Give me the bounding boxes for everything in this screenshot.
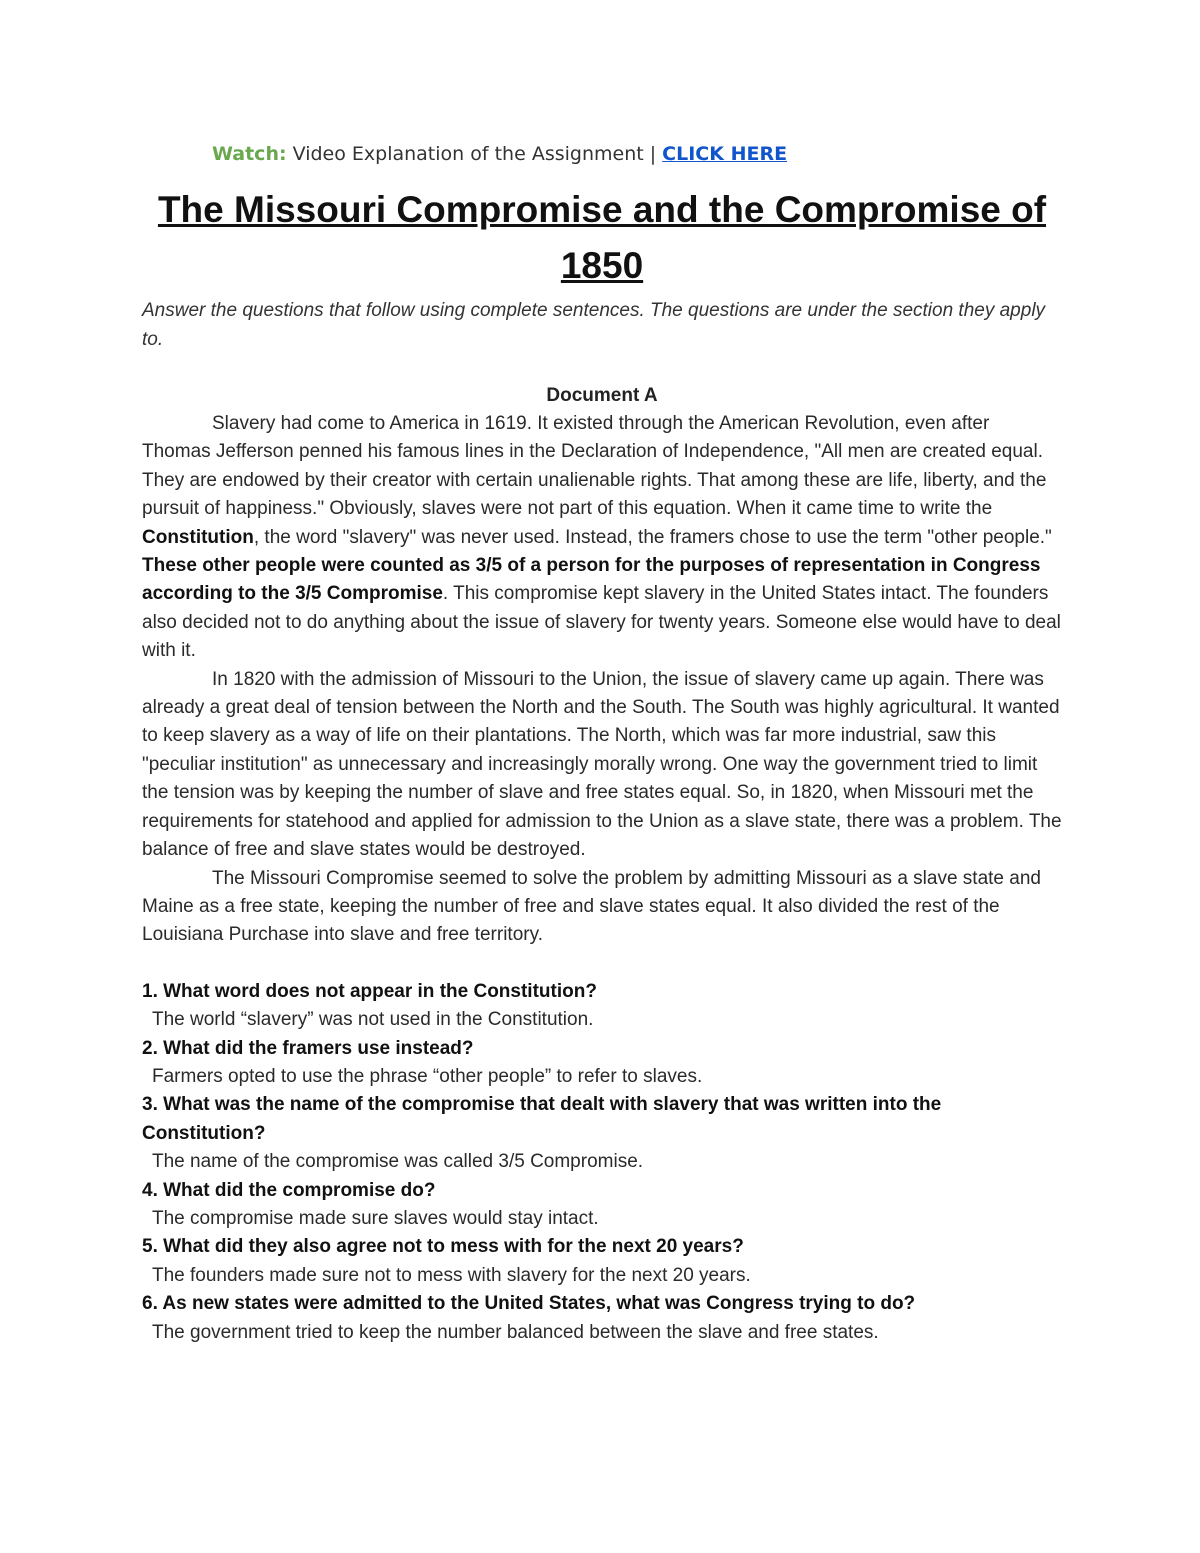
question-text: 1. What word does not appear in the Constitution? (142, 980, 597, 1002)
document-paragraph-3: The Missouri Compromise seemed to solve the problem by admitting Missouri as a slave state and Maine as a free state, keeping the number of free and slave states equal. It also divided the rest of the Louisiana Purchase into slave and free territory. (142, 867, 1041, 946)
question-text: 4. What did the compromise do? (142, 1179, 436, 1201)
answer-text: The world “slavery” was not used in the Constitution. (152, 1009, 594, 1031)
constitution-bold: Constitution (142, 526, 254, 548)
document-paragraph-1 (142, 410, 1062, 666)
paragraph-1-text-a: Slavery had come to America in 1619. It existed through the American Revolution, even after Thomas Jefferson penned his famous lines in the Declaration of Independence, "All men are created equal. They are endowed by their creator with certain unalienable rights. That among these are life, liberty, and the pursuit of happiness." Obviously, slaves were not part of this equation. When it came time to write the (142, 413, 1047, 520)
question-text: 2. What did the framers use instead? (142, 1037, 474, 1059)
video-explanation-line (212, 138, 1062, 170)
question-text: 3. What was the name of the compromise that dealt with slavery that was written into the Constitution? (142, 1094, 942, 1144)
paragraph-1-text-c: . This compromise kept slavery in the United States intact. The founders also decided not to do anything about the issue of slavery for twenty years. Someone else would have to deal with it. (142, 583, 1061, 662)
watch-label: Watch: (212, 143, 287, 165)
question-item-1 (142, 978, 1062, 1035)
document-page (142, 138, 1062, 1347)
answer-text: Farmers opted to use the phrase “other people” to refer to slaves. (152, 1065, 703, 1087)
instructions-text: Answer the questions that follow using complete sentences. The questions are under the section they apply to. (142, 300, 1046, 350)
answer-text: The founders made sure not to mess with slavery for the next 20 years. (152, 1264, 751, 1286)
question-list (142, 978, 1062, 1347)
question-item-2 (142, 1035, 1062, 1092)
paragraph-1-text-b: , the word "slavery" was never used. Instead, the framers chose to use the term "other people." (253, 526, 1052, 548)
answer-text: The name of the compromise was called 3/5 Compromise. (152, 1151, 644, 1173)
question-text: 5. What did they also agree not to mess with for the next 20 years? (142, 1236, 744, 1258)
answer-text: The compromise made sure slaves would stay intact. (152, 1207, 599, 1229)
question-item-3 (142, 1091, 1062, 1176)
question-item-6 (142, 1290, 1062, 1347)
answer-text: The government tried to keep the number balanced between the slave and free states. (152, 1321, 879, 1343)
document-paragraph-2: In 1820 with the admission of Missouri to the Union, the issue of slavery came up again. There was already a great deal of tension between the North and the South. The South was highly agricultural. It wanted to keep slavery as a way of life on their plantations. The North, which was far more industrial, saw this "peculiar institution" as unnecessary and increasingly morally wrong. One way the government tried to limit the tension was by keeping the number of slave and free states equal. So, in 1820, when Missouri met the requirements for statehood and applied for admission to the Union as a slave state, there was a problem. The balance of free and slave states would be destroyed. (142, 668, 1062, 861)
document-heading: Document A (546, 385, 658, 406)
question-item-5 (142, 1233, 1062, 1290)
three-fifths-bold: These other people were counted as 3/5 of a person for the purposes of representation in Congress according to the 3/5 Compromise (142, 555, 1041, 605)
question-text: 6. As new states were admitted to the United States, what was Congress trying to do? (142, 1293, 916, 1315)
click-here-link[interactable]: CLICK HERE (662, 143, 788, 165)
watch-description: Video Explanation of the Assignment | (286, 143, 663, 165)
page-title: The Missouri Compromise and the Compromise of 1850 (157, 189, 1047, 286)
question-item-4 (142, 1177, 1062, 1234)
